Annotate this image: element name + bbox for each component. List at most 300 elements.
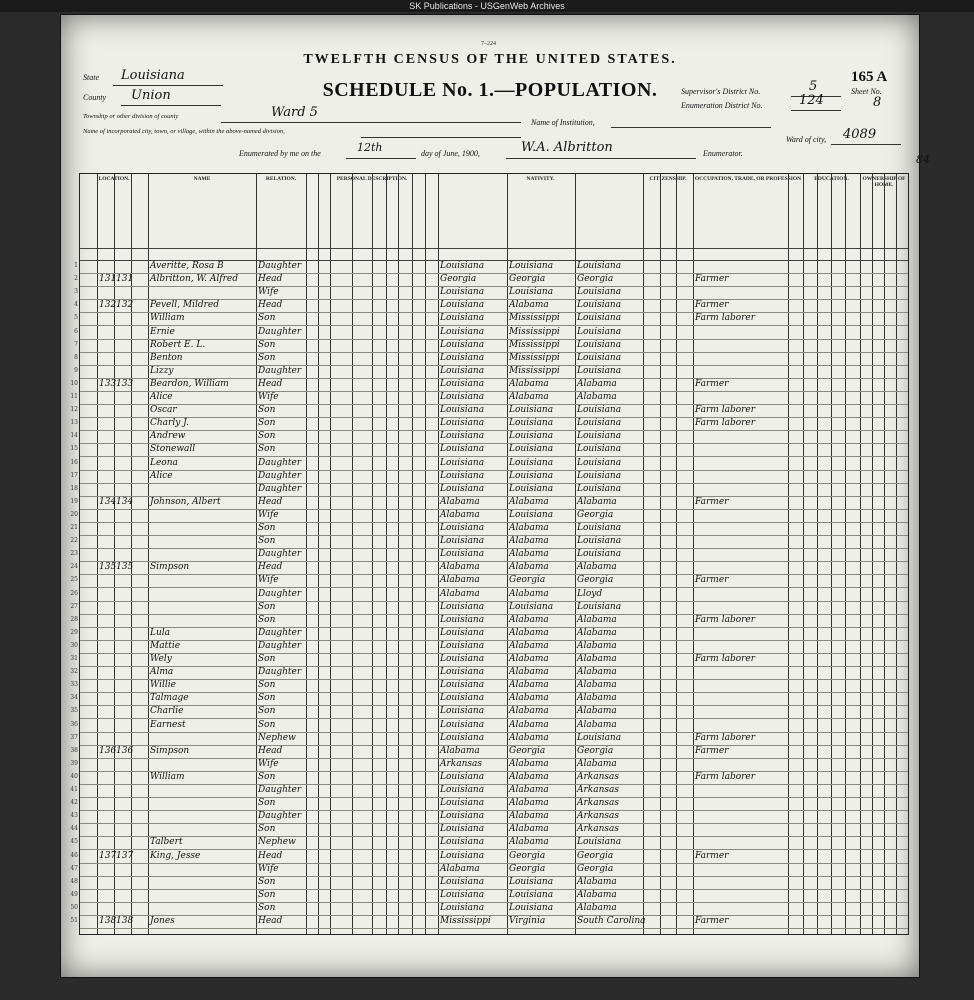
cell-mbp: Alabama [577,562,617,573]
table-row [70,863,908,877]
cell-mbp: Arkansas [577,785,620,795]
cell-fbp: Louisiana [509,261,554,271]
table-row [70,588,908,602]
cell-name: Lula [150,627,171,638]
cell-occ: Farmer [695,916,729,926]
cell-rel: Son [258,614,276,625]
cell-rel: Son [258,418,276,429]
cell-rel: Daughter [258,261,302,271]
table-row [70,836,908,850]
cell-fbp: Louisiana [509,457,554,468]
row-number: 20 [70,510,78,518]
cell-bp: Louisiana [440,339,485,350]
cell-mbp: Alabama [577,378,617,389]
cell-mbp: Alabama [577,627,617,638]
row-number: 27 [70,602,78,610]
cell-fam: 138 [116,916,134,926]
cell-fbp: Mississippi [509,313,560,324]
cell-rel: Son [258,706,276,717]
cell-rel: Son [258,719,276,730]
cell-bp: Louisiana [440,824,485,835]
cell-mbp: Louisiana [577,601,622,612]
cell-fbp: Louisiana [509,444,554,455]
cell-bp: Louisiana [440,889,485,900]
table-row [70,430,908,444]
cell-fbp: Alabama [509,392,549,402]
group-occupation: OCCUPATION, TRADE, OR PROFESSION [694,176,802,182]
cell-fam: 133 [116,378,134,389]
county-underline [121,105,221,106]
row-number: 30 [70,641,78,649]
group-citizenship: CITIZENSHIP. [649,176,687,182]
cell-fam: 135 [116,562,134,573]
cell-rel: Son [258,339,276,350]
cell-fbp: Alabama [509,824,549,835]
cell-fbp: Louisiana [509,483,554,494]
table-row [70,522,908,536]
cell-bp: Louisiana [440,536,485,547]
group-education: EDUCATION. [814,176,849,182]
cell-rel: Nephew [258,837,296,848]
cell-bp: Georgia [440,274,477,285]
cell-bp: Louisiana [440,601,485,612]
cell-mbp: Louisiana [577,352,622,363]
row-number: 45 [70,838,78,846]
cell-dw: 138 [99,916,117,926]
row-number: 13 [70,419,78,427]
row-number: 25 [70,576,78,584]
cell-occ: Farm laborer [695,654,756,664]
table-row [74,260,908,274]
cell-rel: Son [258,771,276,782]
cell-rel: Son [258,313,276,324]
cell-bp: Alabama [440,496,480,507]
table-row [70,601,908,615]
cell-fbp: Louisiana [509,601,554,612]
sheet-no-value: 8 [873,95,882,110]
cell-rel: Son [258,824,276,835]
cell-fam: 137 [116,850,134,861]
cell-bp: Louisiana [440,261,485,271]
table-row [70,614,908,628]
cell-mbp: Alabama [577,719,617,730]
cell-fbp: Alabama [509,811,549,822]
row-number: 14 [70,432,78,440]
table-row [70,719,908,733]
row-number: 16 [70,458,78,466]
cell-mbp: South Carolina [577,916,646,926]
cell-bp: Louisiana [440,850,485,861]
table-row [74,326,908,340]
row-number: 3 [74,288,78,296]
row-number: 38 [70,746,78,754]
cell-mbp: Louisiana [577,431,622,442]
cell-occ: Farmer [695,745,729,756]
table-row [70,771,908,785]
row-number: 40 [70,772,78,780]
cell-occ: Farmer [695,274,729,285]
cell-rel: Son [258,405,276,416]
cell-mbp: Georgia [577,575,614,586]
cell-bp: Louisiana [440,431,485,442]
cell-fbp: Alabama [509,654,549,664]
cell-mbp: Alabama [577,392,617,402]
cell-name: Alice [150,392,173,402]
enumeration-value: 124 [799,93,824,108]
cell-fbp: Alabama [509,614,549,625]
cell-mbp: Louisiana [577,418,622,429]
cell-fbp: Louisiana [509,431,554,442]
cell-occ: Farmer [695,300,729,311]
cell-mbp: Arkansas [577,798,620,809]
cell-bp: Louisiana [440,902,485,913]
group-ownership: OWNERSHIP OF HOME. [862,176,906,188]
cell-fbp: Mississippi [509,326,560,337]
table-row [70,509,908,523]
enumerator-label: Enumerator. [703,149,743,158]
cell-bp: Louisiana [440,326,485,337]
enumerated-label: Enumerated by me on the [239,149,321,158]
row-number: 50 [70,903,78,911]
cell-rel: Head [258,300,283,311]
cell-name: Pevell, Mildred [150,300,219,311]
cell-rel: Son [258,693,276,704]
cell-mbp: Louisiana [577,732,622,743]
table-row [70,548,908,562]
cell-name: Alma [150,667,174,678]
table-row [70,850,908,864]
cell-rel: Wife [258,287,279,298]
cell-fbp: Louisiana [509,876,554,887]
cell-bp: Louisiana [440,365,485,376]
cell-fam: 131 [116,274,134,285]
cell-mbp: Alabama [577,496,617,507]
cell-name: Willie [150,680,176,691]
cell-rel: Daughter [258,365,302,376]
cell-occ: Farm laborer [695,313,756,324]
cell-rel: Son [258,601,276,612]
table-row [70,915,908,929]
cell-name: Benton [150,352,183,363]
incorporated-underline [361,137,521,138]
cell-fbp: Georgia [509,863,546,874]
cell-occ: Farmer [695,575,729,586]
township-underline [221,122,521,123]
row-number: 44 [70,825,78,833]
cell-dw: 136 [99,745,117,756]
cell-bp: Louisiana [440,313,485,324]
county-label: County [83,93,107,102]
row-number: 18 [70,484,78,492]
group-location: LOCATION. [98,176,130,182]
cell-bp: Louisiana [440,876,485,887]
cell-name: Johnson, Albert [150,496,221,507]
cell-mbp: Louisiana [577,536,622,547]
ward-value: 4089 [843,127,877,142]
cell-fbp: Alabama [509,523,549,533]
table-row [74,273,908,287]
cell-mbp: Georgia [577,274,614,285]
cell-name: Wely [150,654,172,664]
table-row [70,810,908,824]
cell-name: Talbert [150,837,183,848]
cell-fbp: Louisiana [509,902,554,913]
row-number: 29 [70,628,78,636]
cell-rel: Wife [258,758,279,769]
cell-bp: Alabama [440,575,480,586]
cell-mbp: Louisiana [577,313,622,324]
cell-fam: 134 [116,496,134,507]
cell-name: King, Jesse [150,850,201,861]
cell-mbp: Louisiana [577,523,622,533]
cell-mbp: Arkansas [577,771,620,782]
cell-rel: Wife [258,392,279,402]
row-number: 23 [70,550,78,558]
cell-name: Stonewall [150,444,196,455]
cell-rel: Head [258,850,283,861]
cell-mbp: Louisiana [577,483,622,494]
cell-bp: Louisiana [440,378,485,389]
table-row [70,404,908,418]
cell-mbp: Louisiana [577,405,622,416]
cell-rel: Son [258,798,276,809]
cell-fbp: Alabama [509,785,549,795]
cell-bp: Louisiana [440,287,485,298]
row-number: 42 [70,799,78,807]
cell-occ: Farm laborer [695,405,756,416]
cell-rel: Wife [258,575,279,586]
cell-bp: Louisiana [440,352,485,363]
cell-fbp: Louisiana [509,509,554,520]
cell-fbp: Alabama [509,732,549,743]
enumeration-underline [791,110,841,111]
cell-bp: Louisiana [440,392,485,402]
cell-fbp: Alabama [509,667,549,678]
cell-rel: Daughter [258,549,302,560]
cell-name: Charlie [150,706,184,717]
cell-rel: Son [258,680,276,691]
township-label: Township or other division of county [83,113,179,120]
margin-note: 84 [916,153,930,166]
cell-bp: Louisiana [440,667,485,678]
state-value: Louisiana [121,68,185,83]
cell-rel: Daughter [258,457,302,468]
cell-fbp: Alabama [509,706,549,717]
row-number: 10 [70,379,78,387]
cell-rel: Son [258,889,276,900]
cell-dw: 135 [99,562,117,573]
cell-fam: 132 [116,300,134,311]
cell-fbp: Georgia [509,745,546,756]
county-value: Union [131,88,171,103]
cell-mbp: Alabama [577,758,617,769]
cell-bp: Alabama [440,562,480,573]
row-number: 37 [70,733,78,741]
supervisor-label: Supervisor's District No. [681,87,761,96]
table-row [74,365,908,379]
enumerator-underline [506,158,696,159]
cell-occ: Farm laborer [695,732,756,743]
row-number: 43 [70,812,78,820]
cell-fbp: Alabama [509,496,549,507]
cell-rel: Head [258,274,283,285]
cell-bp: Louisiana [440,444,485,455]
cell-fbp: Mississippi [509,365,560,376]
cell-rel: Head [258,378,283,389]
cell-mbp: Alabama [577,667,617,678]
cell-mbp: Louisiana [577,549,622,560]
row-number: 24 [70,563,78,571]
cell-rel: Daughter [258,470,302,481]
cell-fbp: Louisiana [509,418,554,429]
table-row [70,889,908,903]
cell-rel: Son [258,902,276,913]
table-row [70,457,908,471]
cell-fbp: Alabama [509,627,549,638]
cell-mbp: Alabama [577,614,617,625]
row-number: 28 [70,615,78,623]
row-number: 34 [70,694,78,702]
table-row [70,417,908,431]
cell-fbp: Alabama [509,771,549,782]
cell-name: Beardon, William [150,378,229,389]
cell-bp: Louisiana [440,470,485,481]
cell-bp: Louisiana [440,457,485,468]
cell-rel: Head [258,496,283,507]
table-row [70,797,908,811]
cell-bp: Louisiana [440,614,485,625]
row-number: 32 [70,668,78,676]
table-row [70,758,908,772]
row-number: 12 [70,406,78,414]
cell-fbp: Louisiana [509,287,554,298]
row-number: 21 [70,524,78,531]
cell-fbp: Virginia [509,916,546,926]
cell-dw: 133 [99,378,117,389]
cell-name: William [150,313,185,324]
cell-mbp: Louisiana [577,837,622,848]
ward-underline [831,144,901,145]
cell-bp: Alabama [440,588,480,599]
cell-fbp: Alabama [509,798,549,809]
cell-name: Simpson [150,562,190,573]
enumerated-day: 12th [357,141,383,154]
table-row [70,640,908,654]
cell-bp: Arkansas [440,758,483,769]
row-number: 4 [74,301,78,309]
cell-dw: 131 [99,274,117,285]
cell-rel: Head [258,745,283,756]
cell-rel: Daughter [258,785,302,795]
cell-dw: 137 [99,850,117,861]
row-number: 47 [70,864,78,872]
cell-mbp: Louisiana [577,339,622,350]
column-number-divider [80,248,908,249]
cell-dw: 134 [99,496,117,507]
cell-mbp: Arkansas [577,811,620,822]
cell-name: Andrew [150,431,186,442]
cell-fam: 136 [116,745,134,756]
cell-bp: Louisiana [440,654,485,664]
table-row [70,732,908,746]
cell-name: Robert E. L. [150,339,206,350]
cell-name: Earnest [150,719,186,730]
cell-mbp: Alabama [577,889,617,900]
row-number: 9 [74,366,78,374]
row-number: 19 [70,497,78,505]
table-row [70,784,908,798]
cell-rel: Head [258,562,283,573]
cell-mbp: Alabama [577,654,617,664]
cell-name: Oscar [150,405,177,416]
cell-mbp: Louisiana [577,261,622,271]
cell-mbp: Georgia [577,745,614,756]
cell-rel: Son [258,352,276,363]
cell-bp: Louisiana [440,549,485,560]
cell-bp: Alabama [440,509,480,520]
state-label: State [83,73,99,82]
row-number: 17 [70,471,78,479]
cell-rel: Wife [258,509,279,520]
table-row [70,679,908,693]
census-title: TWELFTH CENSUS OF THE UNITED STATES. [303,52,677,67]
table-row [70,470,908,484]
cell-bp: Louisiana [440,300,485,311]
cell-rel: Daughter [258,326,302,337]
table-row [70,391,908,405]
cell-mbp: Louisiana [577,444,622,455]
table-row [70,561,908,575]
row-number: 15 [70,445,78,453]
supervisor-value: 5 [809,79,818,94]
row-number: 41 [70,786,78,793]
cell-mbp: Alabama [577,680,617,691]
table-row [70,496,908,510]
cell-fbp: Alabama [509,549,549,560]
state-underline [113,85,223,86]
row-number: 49 [70,890,78,898]
cell-mbp: Arkansas [577,824,620,835]
cell-bp: Louisiana [440,405,485,416]
row-number: 36 [70,720,78,728]
cell-fbp: Alabama [509,536,549,547]
cell-rel: Son [258,876,276,887]
cell-rel: Head [258,916,283,926]
table-row [70,745,908,759]
cell-name: Leona [150,457,178,468]
row-number: 11 [70,393,78,400]
cell-name: Alice [150,470,173,481]
row-number: 7 [74,340,78,348]
cell-bp: Louisiana [440,837,485,848]
cell-bp: Louisiana [440,706,485,717]
cell-mbp: Louisiana [577,287,622,298]
institution-label: Name of Institution, [531,118,595,127]
cell-name: Lizzy [150,365,174,376]
table-row [70,627,908,641]
cell-rel: Daughter [258,640,302,651]
table-row [70,483,908,497]
cell-mbp: Alabama [577,693,617,704]
row-number: 35 [70,707,78,715]
day-underline [346,158,416,159]
cell-bp: Mississippi [440,916,491,926]
census-sheet [60,14,930,978]
cell-mbp: Alabama [577,902,617,913]
row-number: 46 [70,851,78,859]
row-number: 39 [70,759,78,767]
incorporated-label: Name of incorporated city, town, or village, within the above-named division, [83,128,285,135]
